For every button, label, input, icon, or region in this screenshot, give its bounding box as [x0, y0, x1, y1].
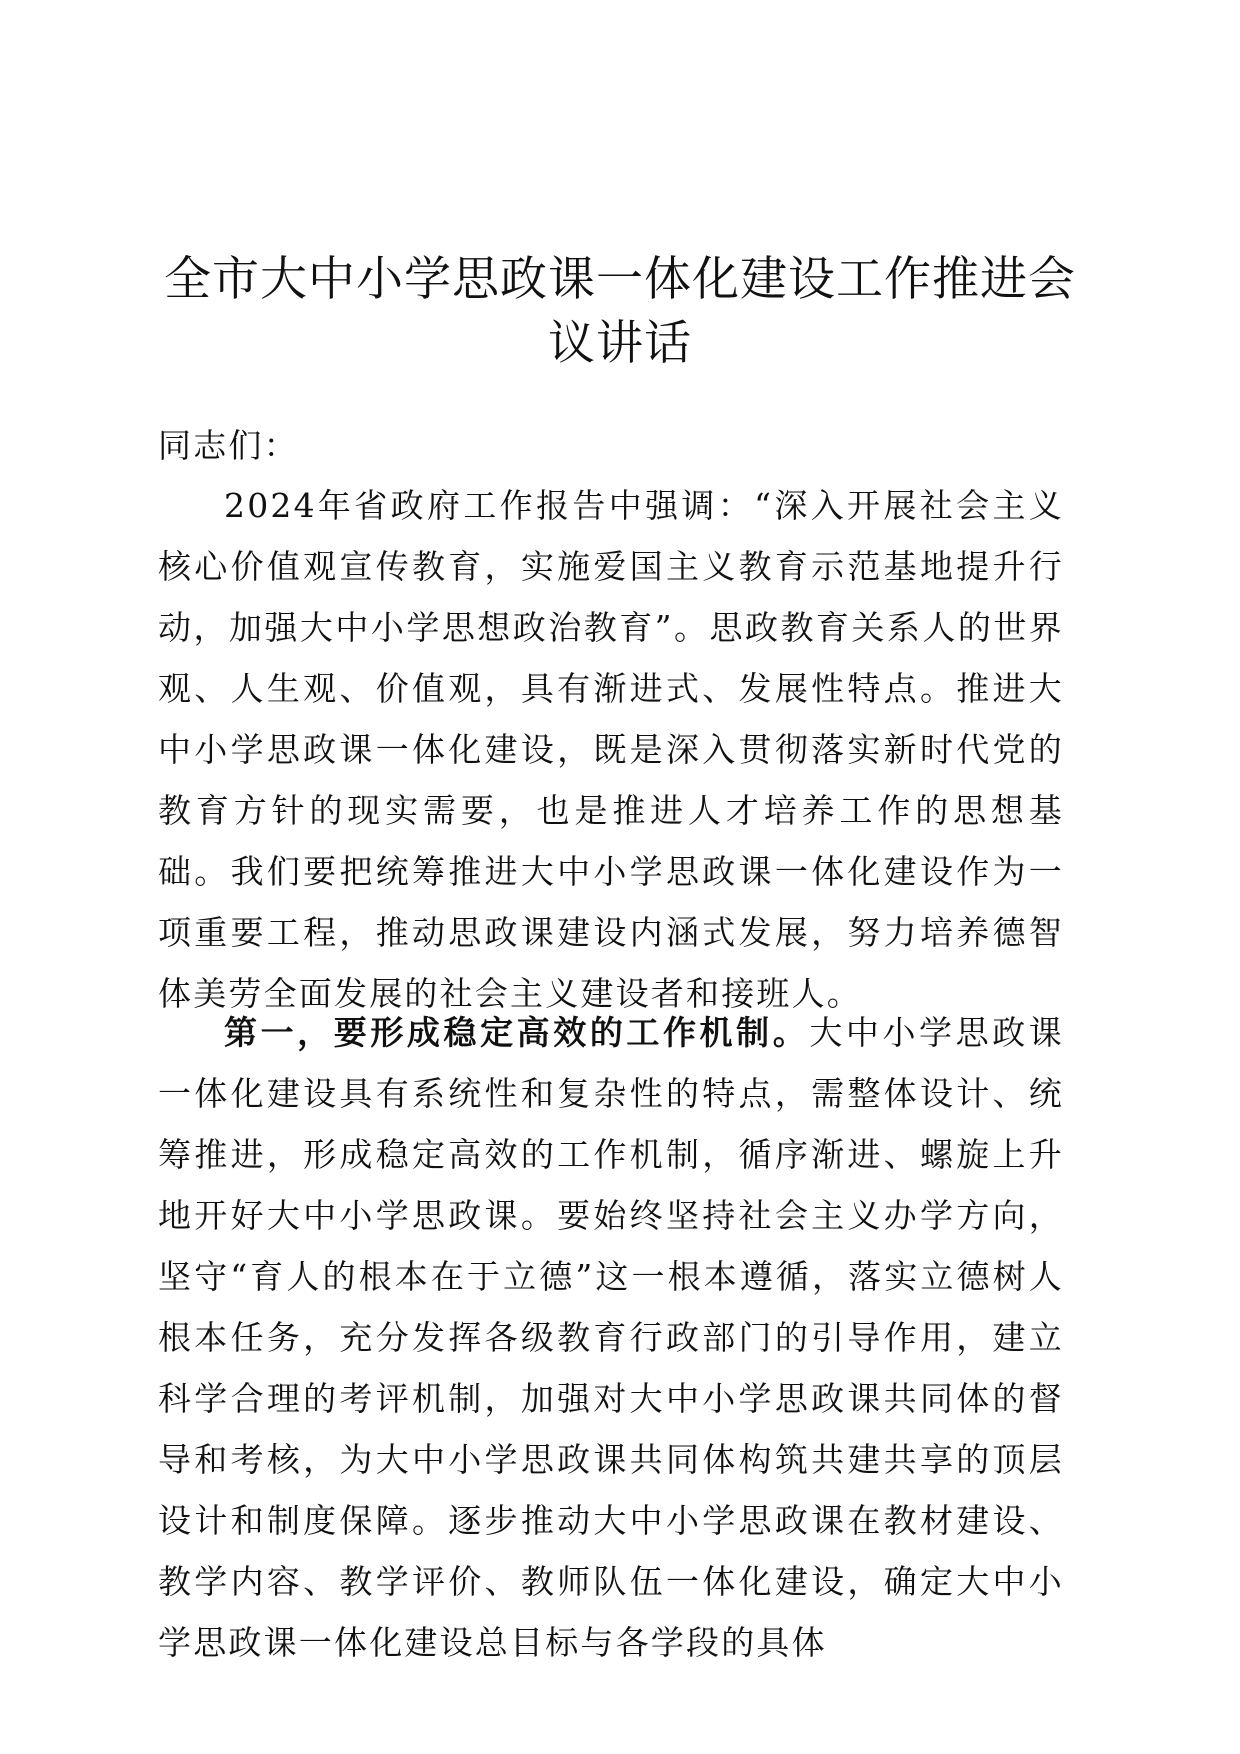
paragraph-intro: 2024年省政府工作报告中强调：“深入开展社会主义核心价值观宣传教育，实施爱国主义教育示范基地提升行动，加强大中小学思想政治教育”。思政教育关系人的世界观、人生观、价值观，具有渐进式、发展性特点。推进大中小学思政课一体化建设，既是深入贯彻落实新时代党的教育方针的现实需要，也是推进人才培养工作的思想基础。我们要把统筹推进大中小学思政课一体化建设作为一项重要工程，推动思政课建设内涵式发展，努力培养德智体美劳全面发展的社会主义建设者和接班人。	[158, 486, 1064, 1013]
salutation: 同志们：	[158, 426, 299, 465]
paragraph-first-point	[158, 1002, 1064, 1673]
paragraph-body: 大中小学思政课一体化建设具有系统性和复杂性的特点，需整体设计、统筹推进，形成稳定高效的工作机制，循序渐进、螺旋上升地开好大中小学思政课。要始终坚持社会主义办学方向，坚守“育人的根本在于立德”这一根本遵循，落实立德树人根本任务，充分发挥各级教育行政部门的引导作用，建立科学合理的考评机制，加强对大中小学思政课共同体的督导和考核，为大中小学思政课共同体构筑共建共享的顶层设计和制度保障。逐步推动大中小学思政课在教材建设、教学内容、教学评价、教师队伍一体化建设，确定大中小学思政课一体化建设总目标与各学段的具体	[158, 1013, 1065, 1662]
document-title: 全市大中小学思政课一体化建设工作推进会议讲话	[164, 252, 1076, 371]
paragraph-heading: 第一，要形成稳定高效的工作机制。	[224, 1013, 810, 1052]
